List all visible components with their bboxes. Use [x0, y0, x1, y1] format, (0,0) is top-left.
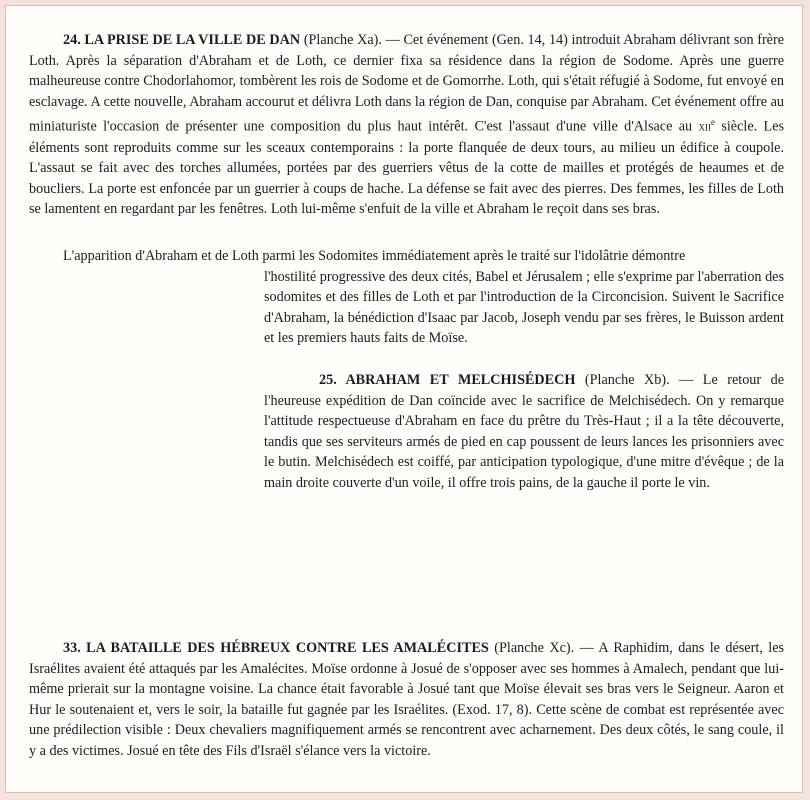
entry-24-continuation — [29, 246, 784, 349]
entry-25-title: ABRAHAM ET MELCHISÉDECH — [345, 372, 576, 388]
entry-24-century-suffix: e — [710, 117, 715, 128]
entry-24-century: xii — [698, 119, 711, 135]
entry-24-number: 24. — [63, 32, 81, 48]
entry-33-plate-ref: (Planche Xc). — [494, 640, 575, 656]
entry-33-heading — [63, 640, 489, 656]
entry-24-body-b: siècle. Les éléments sont reproduits comme sur les sceaux contemporains : la porte flanquée de deux tours, au milieu un édifice à coupole. L'assaut se fait avec des torches allumées, portées par des guerriers vêtus de la cotte de mailles et protégés de heaumes et de boucliers. La porte est enfoncée par un guerrier à coups de hache. La défense se fait avec des pierres. Des femmes, les filles de Loth se lamentent en regardant par les fenêtres. Loth lui-même s'enfuit de la ville et Abraham le reçoit dans ses bras. — [29, 119, 785, 218]
entry-33-body: — A Raphidim, dans le désert, les Israélites avaient été attaqués par les Amalécites. Moïse ordonne à Josué de s'opposer avec ses hommes à Amalech, pendant que lui-même prierait sur la montagne voisine. La chance était favorable à Josué tant que Moïse élevait ses bras vers le Seigneur. Aaron et Hur le soutenaient et, vers le soir, la bataille fut gagnée par les Israélites. (Exod. 17, 8). Cette scène de combat est représentée avec une prédilection visible : Deux chevaliers magnifiquement armés se rencontrent avec acharnement. Des deux côtés, le sang coule, il y a des victimes. Josué en tête des Fils d'Israël s'élance vers la victoire. — [29, 640, 785, 759]
entry-24-paragraph-2-first-line: L'apparition d'Abraham et de Loth parmi les Sodomites immédiatement après le traité sur l'idolâtrie démontre — [63, 248, 686, 264]
entry-24-paragraph-2-rest: l'hostilité progressive des deux cités, Babel et Jérusalem ; elle s'exprime par l'aberration des sodomites et des filles de Loth et par l'introduction de la Circoncision. Suivent le Sacrifice d'Abraham, la bénédiction d'Isaac par Jacob, Joseph vendu par ses frères, le Buisson ardent et les premiers hauts faits de Moïse. — [264, 268, 784, 347]
entry-24 — [29, 30, 784, 220]
entry-25-body: — Le retour de l'heureuse expédition de Dan coïncide avec le sacrifice de Melchisédech. On y remarque l'attitude respectueuse d'Abraham en face du prêtre du Très-Haut ; il a la tête découverte, tandis que ses serviteurs armés de pied en cap poussent de leurs lances les prisonniers avec le butin. Melchisédech est coiffé, par anticipation typologique, d'une mitre d'évêque ; de la main droite couverte d'un voile, il offre trois pains, de la gauche il porte le vin. — [264, 372, 784, 491]
entry-25-paragraph — [264, 370, 784, 494]
entry-24-plate-ref: (Planche Xa). — [303, 32, 382, 48]
entry-24-paragraph-1 — [29, 30, 784, 220]
entry-25-plate-ref: (Planche Xb). — [584, 372, 670, 388]
entry-33-title: LA BATAILLE DES HÉBREUX CONTRE LES AMALÉCITES — [86, 640, 489, 656]
entry-33-number: 33. — [63, 640, 81, 656]
entry-25 — [264, 370, 784, 494]
entry-25-heading — [319, 372, 575, 388]
entry-24-body-a: — Cet événement (Gen. 14, 14) introduit Abraham délivrant son frère Loth. Après la séparation d'Abraham et de Loth, ce dernier fixa sa résidence dans la région de Sodome. Après une guerre malheureuse contre Chodorlahomor, tombèrent les rois de Sodome et de Gomorrhe. Loth, qui s'était réfugié à Sodome, fut envoyé en esclavage. A cette nouvelle, Abraham accourut et délivra Loth dans la région de Dan, conquise par Abraham. Cet événement offre au miniaturiste l'occasion de présenter une composition du plus haut intérêt. C'est l'assaut d'une ville d'Alsace au — [29, 32, 784, 136]
entry-24-title: LA PRISE DE LA VILLE DE DAN — [84, 32, 301, 48]
document-page — [5, 5, 803, 793]
entry-33 — [29, 638, 784, 762]
entry-25-number: 25. — [319, 372, 337, 388]
entry-24-heading — [63, 32, 300, 48]
entry-33-paragraph — [29, 638, 784, 762]
